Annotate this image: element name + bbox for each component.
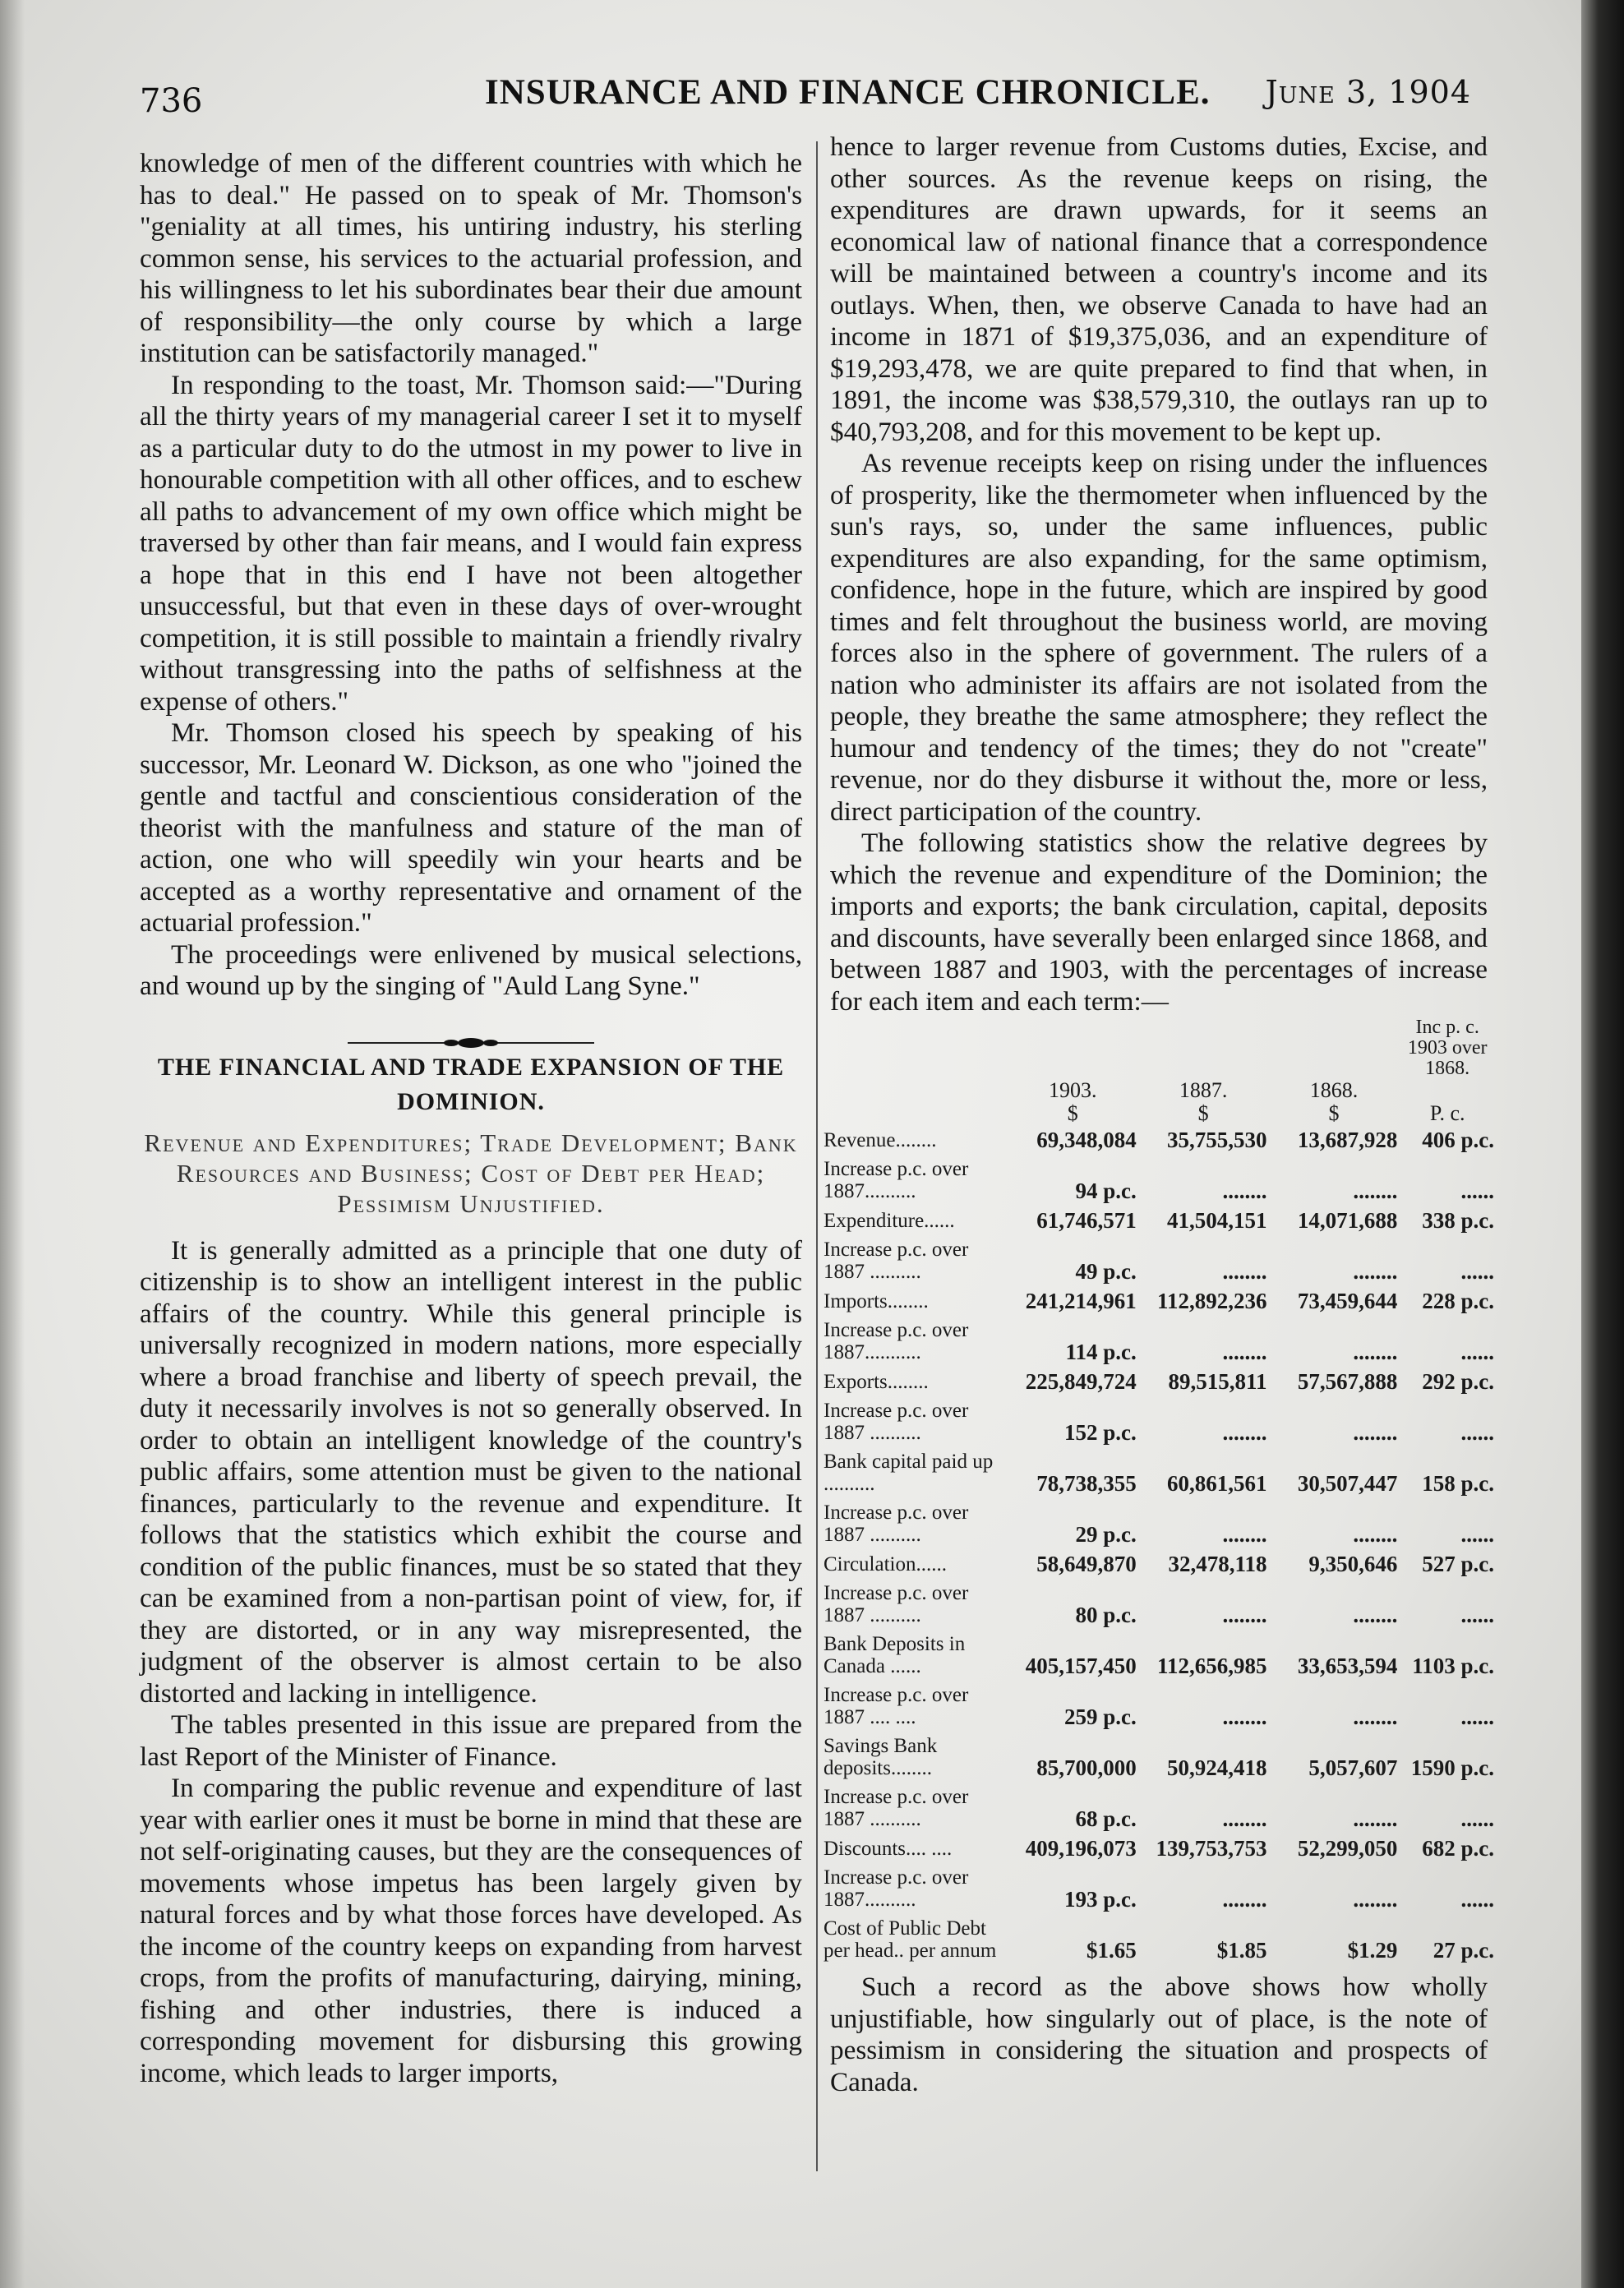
table-row [822,1834,1496,1863]
row-label: Revenue........ [824,1129,937,1151]
table-row [822,1579,1496,1630]
value-1868: 52,299,050 [1297,1836,1398,1861]
table-row [822,1206,1496,1235]
value-1887: 50,924,418 [1167,1755,1267,1780]
publication-title: INSURANCE AND FINANCE CHRONICLE. [485,73,1211,112]
table-row [822,1125,1496,1155]
value-1903: 85,700,000 [1036,1755,1137,1780]
issue-date: June 3, 1904 [1265,74,1471,110]
value-increase: 338 p.c. [1422,1208,1494,1233]
section-ornament [140,1026,802,1039]
column-unit: P. c. [1429,1101,1465,1125]
column-rule [816,141,818,2171]
page-left-shadow [0,0,25,2288]
value-increase: 682 p.c. [1422,1836,1494,1861]
value-1903: 61,746,571 [1036,1208,1137,1233]
value-increase: ...... [1460,1340,1494,1364]
row-label: Imports........ [824,1290,929,1312]
value-increase: 527 p.c. [1422,1552,1494,1576]
value-1887: 89,515,811 [1168,1369,1267,1394]
row-label: Increase p.c. over 1887.......... [824,1866,969,1911]
row-label: Increase p.c. over 1887........... [824,1319,969,1363]
table-row [822,1155,1496,1206]
statistics-table [822,1017,1496,1965]
value-increase: ...... [1460,1704,1494,1729]
column-unit: $ [1067,1101,1078,1125]
row-label: Savings Bank deposits........ [824,1735,938,1779]
table-row [822,1549,1496,1579]
value-1903: 49 p.c. [1075,1259,1137,1284]
value-1903: 29 p.c. [1075,1522,1137,1547]
value-1868: 5,057,607 [1308,1755,1398,1780]
row-label: Cost of Public Debt per head.. per annum [824,1917,997,1962]
row-label: Bank Deposits in Canada ...... [824,1633,966,1677]
page-number: 736 [140,82,203,120]
value-1887: ........ [1222,1420,1267,1445]
value-1903: 409,196,073 [1025,1836,1137,1861]
article-title: THE FINANCIAL AND TRADE EXPANSION OF THE DOMINION. [157,1053,785,1115]
table-row [822,1914,1496,1965]
value-1868: 33,653,594 [1297,1654,1398,1678]
value-1887: 112,892,236 [1157,1289,1267,1313]
table-row [822,1681,1496,1732]
value-increase: 158 p.c. [1422,1471,1494,1496]
article-subheading: Revenue and Expenditures; Trade Development; Bank Resources and Business; Cost of Debt per Head; Pessimism Unjustified. [144,1128,798,1218]
value-increase: ...... [1460,1420,1494,1445]
right-column [824,131,1494,2098]
value-1868: ........ [1353,1603,1398,1627]
table-row [822,1498,1496,1549]
value-1887: 112,656,985 [1157,1654,1267,1678]
table-row [822,1286,1496,1316]
row-label: Discounts.... .... [824,1838,953,1860]
value-1903: 405,157,450 [1025,1654,1137,1678]
value-1868: $1.29 [1347,1938,1398,1963]
value-1868: ........ [1353,1420,1398,1445]
table-header-years [822,1079,1496,1102]
table-row [822,1630,1496,1681]
value-1903: 241,214,961 [1025,1289,1137,1313]
row-label: Exports........ [824,1371,929,1393]
row-label: Increase p.c. over 1887 .......... [824,1502,969,1546]
paragraph: knowledge of men of the different countries with which he has to deal." He passed on to speak of Mr. Thomson's "geniality at all times, his untiring industry, his sterling common sense, his services to the actuarial profession, and his willingness to let his subordinates bear their due amount of responsibility—the only course by which a large institution can be satisfactorily managed." [140,148,802,368]
column-unit: $ [1197,1101,1209,1125]
table-row [822,1863,1496,1914]
value-1868: ........ [1353,1887,1398,1912]
paragraph: hence to larger revenue from Customs duties, Excise, and other sources. As the revenue keeps on rising, the expenditures are drawn upwards, for it seems an economical law of national finance that a correspondence will be maintained between a country's income and its outlays. When, then, we observe Canada to have had an income in 1871 of $19,375,036, and an expenditure of $19,293,478, we are quite prepared to find that when, in 1891, the income was $38,579,310, the outlays ran up to $40,793,208, and for this movement to be kept up. [830,131,1488,447]
value-increase: ...... [1460,1259,1494,1284]
value-1868: 30,507,447 [1297,1471,1398,1496]
binding-shadow [1581,0,1624,2288]
value-increase: 406 p.c. [1422,1128,1494,1152]
table-row [822,1783,1496,1834]
value-1887: ........ [1222,1887,1267,1912]
paragraph: In comparing the public revenue and expenditure of last year with earlier ones it must be borne in mind that these are not self-originating causes, but they are the consequences of movements whose impetus has been largely given by natural forces and by what those forces have developed. As the income of the country keeps on expanding from harvest crops, from the profits of manufacturing, dairying, mining, fishing and other industries, there is induced a corresponding movement for disbursing this growing income, which leads to larger imports, [140,1773,802,2088]
value-1903: 114 p.c. [1065,1340,1137,1364]
table-header-units [822,1102,1496,1125]
row-label: Increase p.c. over 1887 .......... [824,1582,969,1626]
value-1887: ........ [1222,1179,1267,1203]
value-1887: ........ [1222,1259,1267,1284]
value-1903: 68 p.c. [1075,1806,1137,1831]
value-1868: ........ [1353,1340,1398,1364]
table-row [822,1367,1496,1396]
row-label: Increase p.c. over 1887 .......... [824,1239,969,1283]
paragraph: It is generally admitted as a principle that one duty of citizenship is to show an intelligent interest in the public affairs of the country. While this general principle is universally recognized in modern nations, more especially where a broad franchise and liberty of speech prevail, the duty it necessarily involves is not so generally observed. In order to obtain an intelligent knowledge of the country's public affairs, some attention must be given to the national finances, particularly to the revenue and expenditure. It follows that the statistics which exhibit the course and condition of the public finances, must be so stated that they can be examined from a non-partisan point of view, for, if they are distorted, or in any way misrepresented, the judgment of the observer is almost certain to be also distorted and lacking in intelligence. [140,1234,802,1709]
paragraph: Mr. Thomson closed his speech by speaking of his successor, Mr. Leonard W. Dickson, as one who "joined the gentle and tactful and conscientious consideration of the theorist with the manfulness and stature of the man of action, one who will speedily win your hearts and be accepted as a worthy representative and ornament of the actuarial profession." [140,717,802,938]
paragraph: As revenue receipts keep on rising under the influences of prosperity, like the thermometer when influenced by the sun's rays, so, under the same influences, public expenditures are also expanding, for the same optimism, confidence, hope in the future, which are inspired by good times and felt throughout the business world, are moving forces also in the sphere of government. The rulers of a nation who administer its affairs are not isolated from the people, they breathe the same atmosphere; they reflect the humour and tendency of the times; they do not "create" revenue, nor do they disburse it without the, more or less, direct participation of the country. [830,448,1488,827]
value-1887: ........ [1222,1522,1267,1547]
value-increase: ...... [1460,1806,1494,1831]
value-1887: ........ [1222,1704,1267,1729]
value-1868: ........ [1353,1704,1398,1729]
value-1887: ........ [1222,1806,1267,1831]
value-1868: ........ [1353,1259,1398,1284]
row-label: Bank capital paid up .......... [824,1451,994,1495]
row-label: Increase p.c. over 1887 .......... [824,1400,969,1444]
column-header: 1868. [1309,1078,1359,1102]
table-row [822,1316,1496,1367]
value-1868: ........ [1353,1806,1398,1831]
value-1903: 69,348,084 [1036,1128,1137,1152]
value-1903: 152 p.c. [1063,1420,1137,1445]
paragraph: The tables presented in this issue are prepared from the last Report of the Minister of Finance. [140,1709,802,1772]
value-increase: ...... [1460,1887,1494,1912]
table-row [822,1447,1496,1498]
paragraph: Such a record as the above shows how wholly unjustifiable, how singularly out of place, is the note of pessimism in considering the situation and prospects of Canada. [830,1972,1488,2097]
row-label: Increase p.c. over 1887.......... [824,1158,969,1202]
column-header: 1887. [1179,1078,1228,1102]
value-1868: 14,071,688 [1297,1208,1398,1233]
value-1887: 32,478,118 [1168,1552,1267,1576]
value-1903: $1.65 [1086,1938,1137,1963]
value-1887: $1.85 [1216,1938,1267,1963]
value-1868: ........ [1353,1522,1398,1547]
value-1887: 60,861,561 [1167,1471,1267,1496]
value-1887: 139,753,753 [1156,1836,1267,1861]
column-header [1399,1079,1496,1102]
table-header-extra [822,1017,1496,1079]
table-row [822,1235,1496,1286]
value-increase: 27 p.c. [1433,1938,1494,1963]
left-column [140,148,802,2089]
value-1887: 41,504,151 [1167,1208,1267,1233]
column-unit: $ [1328,1101,1340,1125]
value-increase: 228 p.c. [1422,1289,1494,1313]
value-1868: 9,350,646 [1308,1552,1398,1576]
value-1887: ........ [1222,1603,1267,1627]
value-1868: 73,459,644 [1297,1289,1398,1313]
value-1868: 13,687,928 [1297,1128,1398,1152]
value-1887: 35,755,530 [1167,1128,1267,1152]
value-1903: 259 p.c. [1063,1704,1137,1729]
value-1887: ........ [1222,1340,1267,1364]
value-1903: 193 p.c. [1063,1887,1137,1912]
value-1868: ........ [1353,1179,1398,1203]
paragraph: In responding to the toast, Mr. Thomson said:—"During all the thirty years of my managerial career I set it to myself as a particular duty to do the utmost in my power to live in honourable competition with all other offices, and to eschew all paths to advancement of my own office which might be traversed by other than fair means, and I would fain express a hope that in this end I have not been altogether unsuccessful, but that even in these days of over-wrought competition, it is still possible to maintain a friendly rivalry without transgressing into the paths of selfishness at the expense of others." [140,369,802,717]
value-1903: 78,738,355 [1036,1471,1137,1496]
table-row [822,1732,1496,1783]
row-label: Circulation...... [824,1553,947,1575]
page-header [140,64,1471,120]
row-label: Increase p.c. over 1887 .......... [824,1786,969,1830]
table-row [822,1396,1496,1447]
value-1903: 80 p.c. [1075,1603,1137,1627]
value-increase: 1103 p.c. [1412,1654,1494,1678]
column-header: 1903. [1049,1078,1097,1102]
value-increase: ...... [1460,1522,1494,1547]
value-1868: 57,567,888 [1297,1369,1398,1394]
value-increase: 1590 p.c. [1410,1755,1494,1780]
row-label: Expenditure...... [824,1210,955,1232]
paragraph: The following statistics show the relative degrees by which the revenue and expenditure of the Dominion; the imports and exports; the bank circulation, capital, deposits and discounts, have severally been enlarged since 1868, and between 1887 and 1903, with the percentages of increase for each item and each term:— [830,828,1488,1017]
column-header: Inc p. c. 1903 over 1868. [1407,1017,1488,1079]
value-1903: 58,649,870 [1036,1552,1137,1576]
value-1903: 225,849,724 [1025,1369,1137,1394]
value-1903: 94 p.c. [1075,1179,1137,1203]
value-increase: 292 p.c. [1422,1369,1494,1394]
value-increase: ...... [1460,1179,1494,1203]
value-increase: ...... [1460,1603,1494,1627]
row-label: Increase p.c. over 1887 .... .... [824,1684,969,1728]
paragraph: The proceedings were enlivened by musical selections, and wound up by the singing of "Auld Lang Syne." [140,939,802,1001]
